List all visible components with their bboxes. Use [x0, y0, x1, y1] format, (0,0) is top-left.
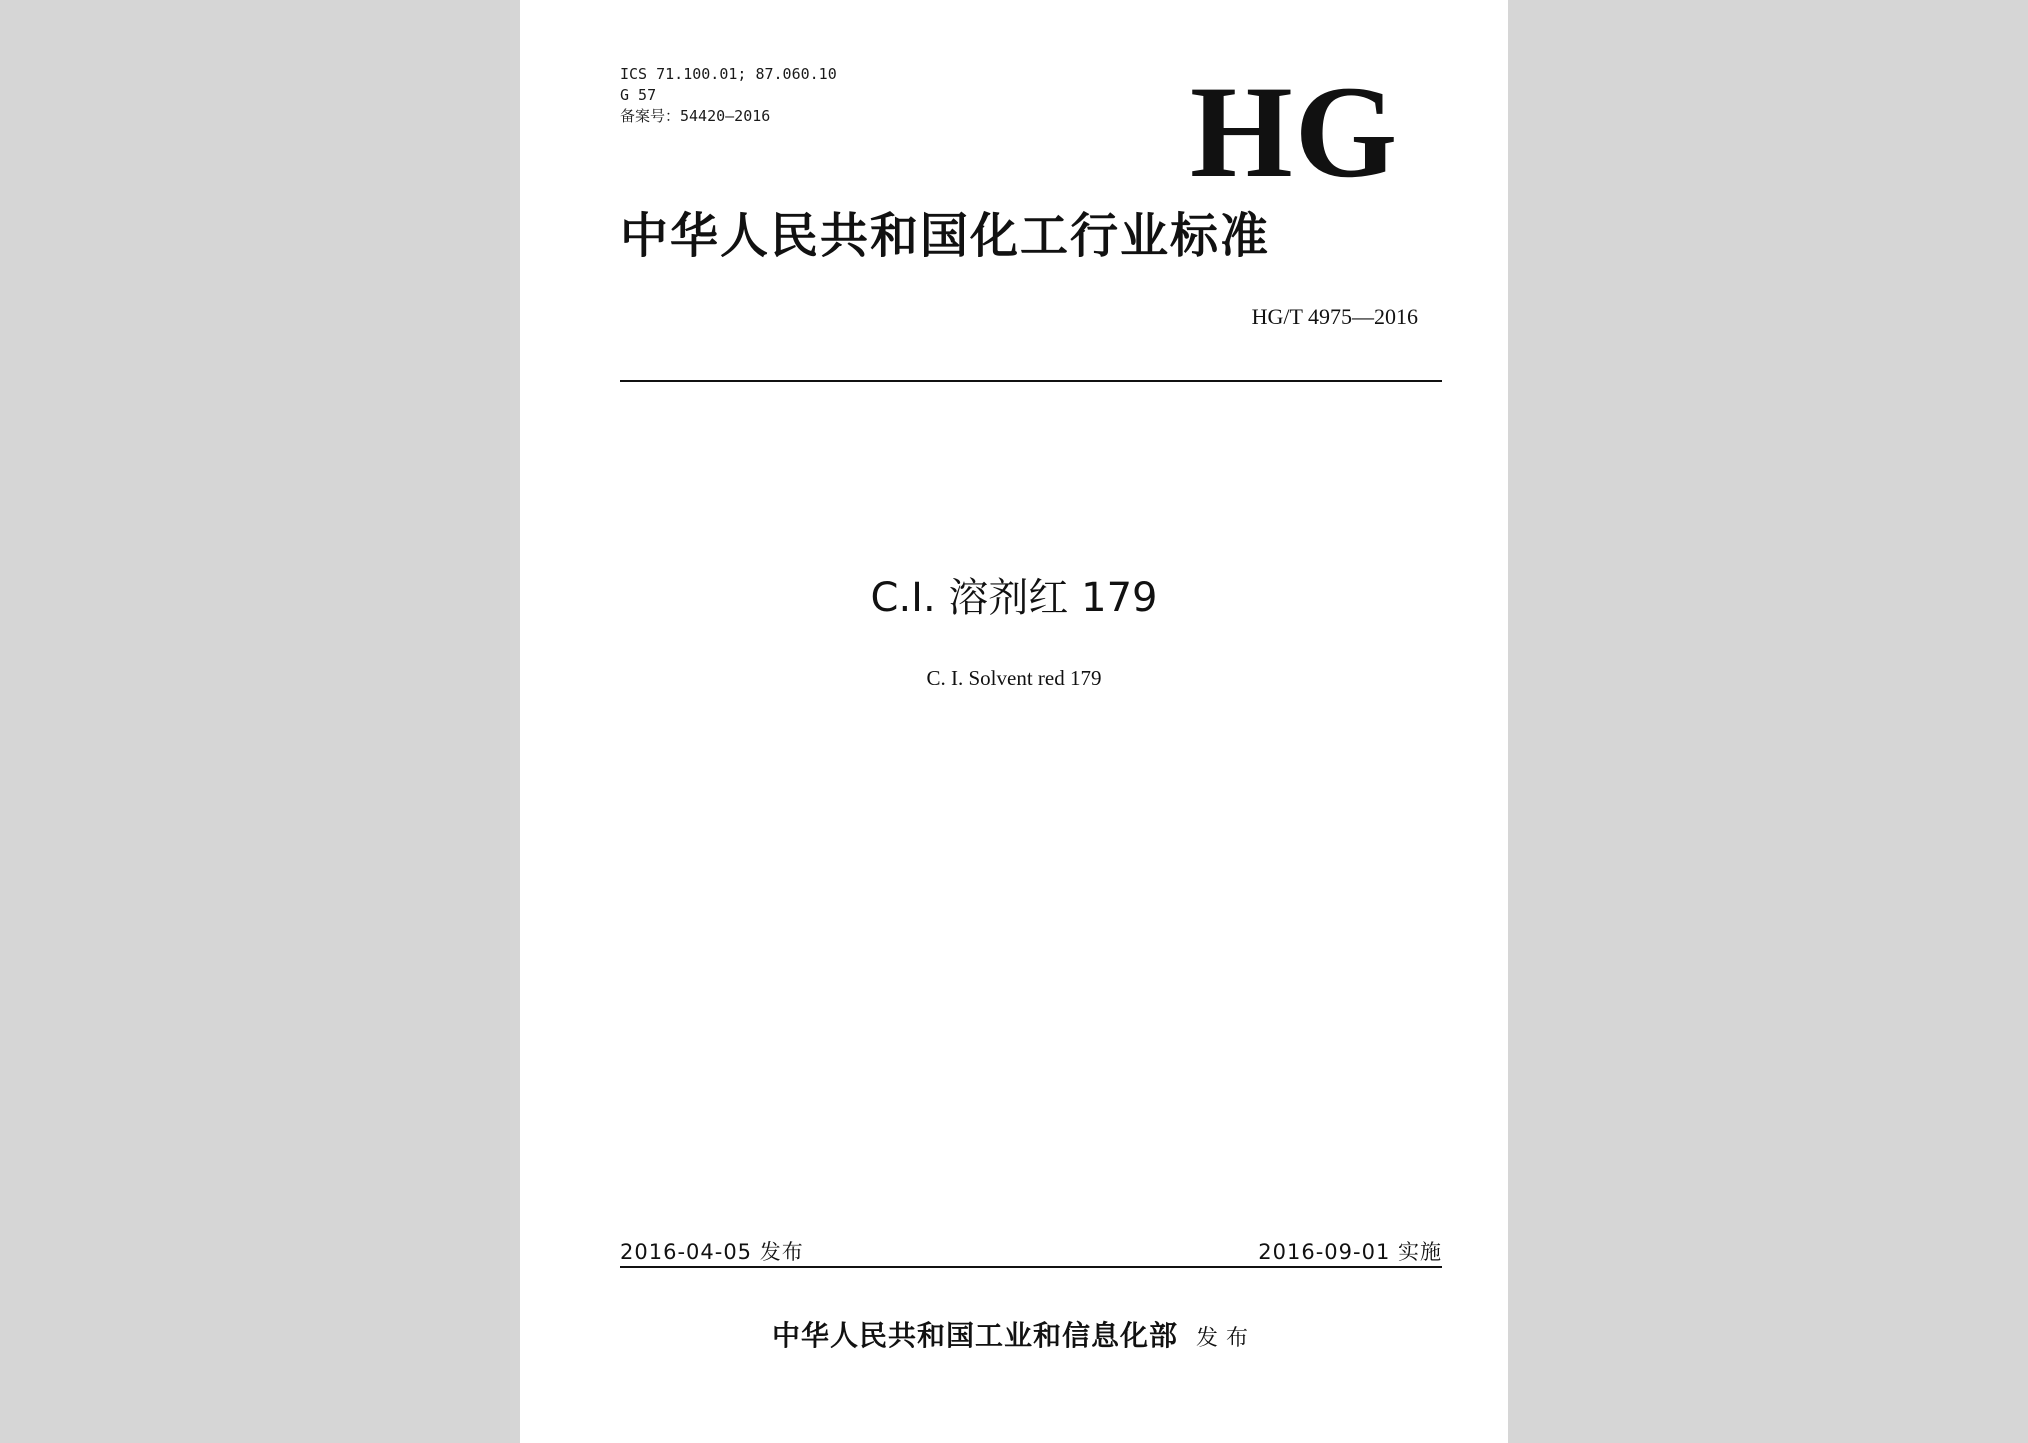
classification-block: [620, 64, 837, 127]
document-page: [520, 0, 1508, 1443]
top-divider: [620, 380, 1442, 382]
standard-code: HG/T 4975—2016: [1251, 304, 1418, 329]
organization-title: 中华人民共和国化工行业标准: [620, 208, 1271, 264]
implementation-date: 2016-09-01 实施: [1258, 1240, 1442, 1264]
hg-logo: HG: [1190, 58, 1400, 205]
bottom-divider: [620, 1266, 1442, 1268]
ccs-code: G 57: [620, 86, 657, 104]
document-title-english: C. I. Solvent red 179: [926, 666, 1102, 690]
document-title-chinese: C.I. 溶剂红 179: [870, 575, 1158, 621]
issuer-action: 发布: [1196, 1326, 1257, 1351]
ics-code: ICS 71.100.01; 87.060.10: [620, 65, 837, 83]
publish-date: 2016-04-05 发布: [620, 1240, 804, 1264]
issuer-name: 中华人民共和国工业和信息化部: [771, 1319, 1178, 1352]
filing-number: 备案号：54420—2016: [620, 107, 771, 125]
issuer-line: [520, 1314, 1508, 1354]
